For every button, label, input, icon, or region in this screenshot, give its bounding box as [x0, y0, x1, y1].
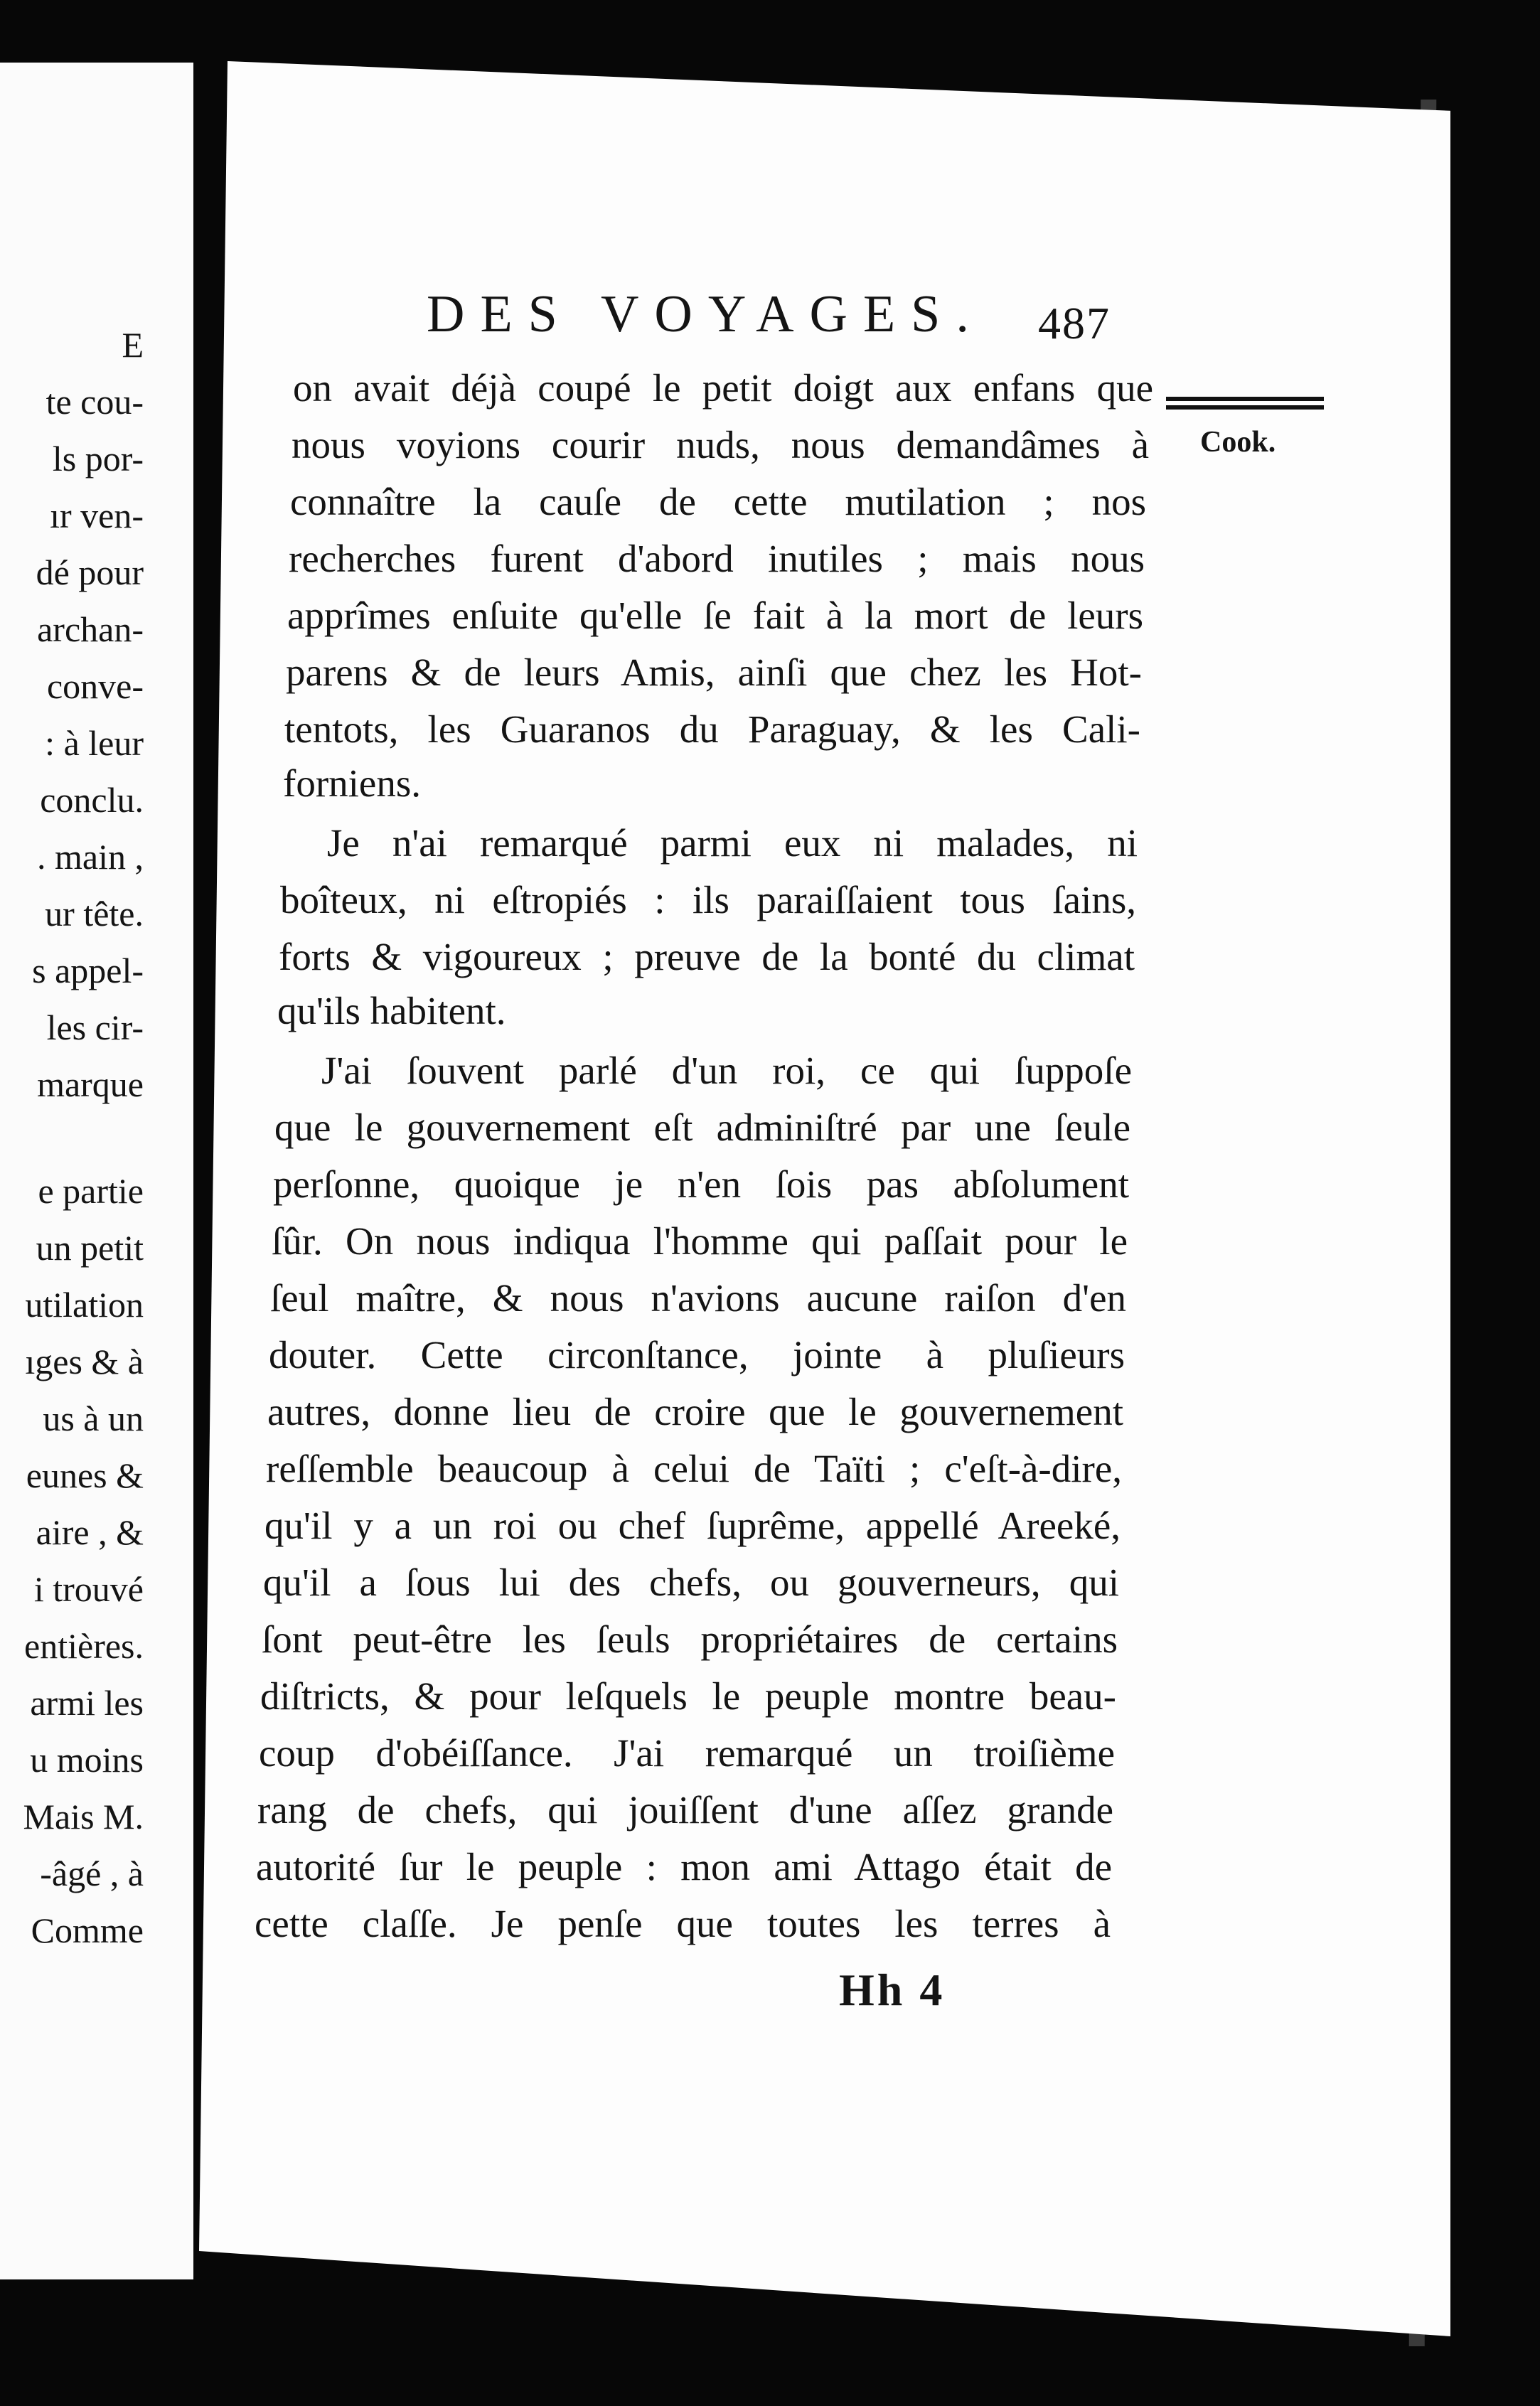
margin-rule: [1166, 397, 1324, 410]
left-line: . main ,: [37, 837, 144, 877]
body-line: qu'il a ſous lui des chefs, ou gouverneurs, qui: [263, 1561, 1119, 1604]
running-header: DES VOYAGES.: [427, 285, 985, 343]
left-line: ır ven-: [50, 496, 144, 535]
left-line: marque: [37, 1064, 144, 1104]
left-line: : à leur: [45, 723, 144, 763]
body-line: douter. Cette circonſtance, jointe à pluſieurs: [269, 1333, 1125, 1376]
left-line: armi les: [30, 1683, 144, 1723]
body-line: on avait déjà coupé le petit doigt aux enfans que: [293, 366, 1153, 410]
left-line: utilation: [25, 1285, 144, 1325]
left-line: i trouvé: [33, 1569, 144, 1609]
body-line: boîteux, ni eſtropiés : ils paraiſſaient tous ſains,: [280, 878, 1136, 921]
body-line: coup d'obéiſſance. J'ai remarqué un troiſième: [259, 1731, 1115, 1775]
body-line: que le gouvernement eſt adminiſtré par une ſeule: [274, 1106, 1130, 1149]
body-line: Je n'ai remarqué parmi eux ni malades, ni: [327, 821, 1138, 865]
body-line: apprîmes enſuite qu'elle ſe fait à la mort de leurs: [287, 594, 1143, 637]
body-line: ſeul maître, & nous n'avions aucune raiſon d'en: [270, 1276, 1126, 1320]
signature-mark: Hh 4: [839, 1964, 946, 2015]
left-line: conclu.: [40, 780, 144, 820]
left-line: ls por-: [52, 439, 144, 478]
body-line: ſûr. On nous indiqua l'homme qui paſſait pour le: [272, 1219, 1128, 1263]
left-line: u moins: [30, 1740, 144, 1780]
margin-note: Cook.: [1200, 426, 1276, 459]
left-line: un petit: [36, 1228, 144, 1268]
left-line: e partie: [38, 1171, 144, 1211]
body-line: recherches furent d'abord inutiles ; mais nous: [289, 537, 1145, 580]
body-line: rang de chefs, qui jouiſſent d'une aſſez grande: [257, 1788, 1113, 1832]
body-line: cette claſſe. Je penſe que toutes les terres à: [255, 1902, 1111, 1945]
body-line: nous voyions courir nuds, nous demandâmes à: [292, 423, 1149, 466]
left-line: ıges & à: [25, 1342, 144, 1381]
body-line: diſtricts, & pour leſquels le peuple montre beau-: [260, 1674, 1116, 1718]
body-line: qu'ils habitent.: [277, 989, 506, 1032]
body-line: forts & vigoureux ; preuve de la bonté du climat: [279, 935, 1135, 978]
left-line: -âgé , à: [40, 1854, 144, 1893]
left-line: eunes &: [26, 1455, 144, 1495]
left-line: us à un: [43, 1399, 144, 1438]
left-line: Comme: [31, 1910, 144, 1950]
body-line: tentots, les Guaranos du Paraguay, & les Cali-: [284, 707, 1140, 751]
body-line: qu'il y a un roi ou chef ſuprême, appellé Areeké,: [264, 1504, 1121, 1547]
left-line: conve-: [46, 666, 144, 706]
left-line: Mais M.: [23, 1797, 144, 1836]
left-line: dé pour: [36, 552, 144, 592]
body-line: autres, donne lieu de croire que le gouvernement: [267, 1390, 1123, 1433]
left-line: E: [122, 325, 144, 365]
left-line: aire , &: [36, 1512, 144, 1552]
body-line: parens & de leurs Amis, ainſi que chez les Hot-: [286, 651, 1142, 694]
left-line: te cou-: [46, 382, 144, 422]
body-line: J'ai ſouvent parlé d'un roi, ce qui ſuppoſe: [321, 1049, 1132, 1092]
left-line: archan-: [37, 609, 144, 649]
body-line: perſonne, quoique je n'en ſois pas abſolument: [273, 1162, 1129, 1206]
left-line: entières.: [24, 1626, 144, 1666]
body-line: forniens.: [283, 761, 421, 805]
page-number: 487: [1038, 298, 1111, 348]
body-line: reſſemble beaucoup à celui de Taïti ; c'eſt-à-dire,: [266, 1447, 1122, 1490]
body-line: autorité ſur le peuple : mon ami Attago était de: [256, 1845, 1112, 1888]
body-line: ſont peut-être les ſeuls propriétaires de certains: [262, 1618, 1118, 1661]
left-line: les cir-: [46, 1007, 144, 1047]
body-line: connaître la cauſe de cette mutilation ; nos: [290, 480, 1146, 523]
left-line: ur tête.: [45, 894, 144, 934]
left-line: s appel-: [32, 951, 144, 990]
previous-page-fragment: [0, 63, 193, 2279]
